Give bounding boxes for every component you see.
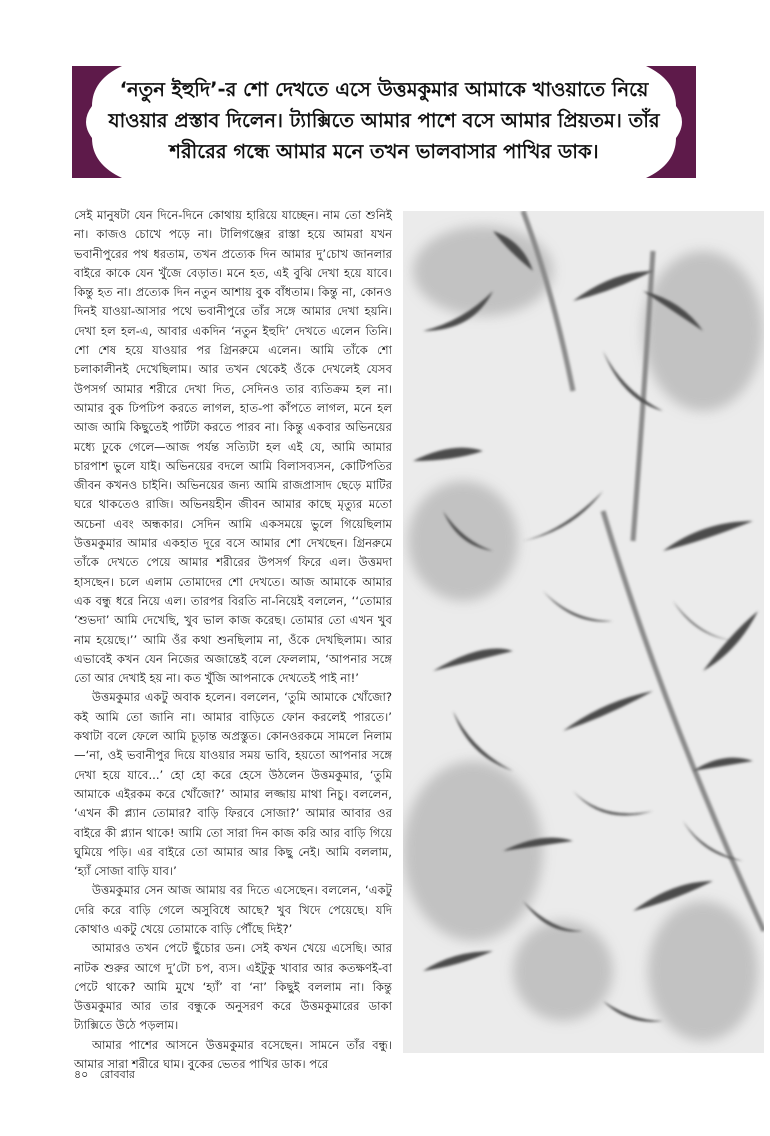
- article-paragraph: উত্তমকুমার সেন আজ আমায় বর দিতে এসেছেন। বললেন, ‘একটু দেরি করে বাড়ি গেলে অসুবিধে আছে? খুব খিদে পেয়েছে। যদি কোথাও একটু খেয়ে তোমাকে বাড়ি পৌঁছে দিই?’: [74, 883, 392, 936]
- page-footer: [74, 1066, 135, 1085]
- magazine-name: রোববার: [99, 1068, 135, 1081]
- article-body: [74, 206, 392, 1074]
- pull-quote-text: ‘নতুন ইহুদি’-র শো দেখতে এসে উত্তমকুমার আমাকে খাওয়াতে নিয়ে যাওয়ার প্রস্তাব দিলেন। ট্যাক্সিতে আমার পাশে বসে আমার প্রিয়তম। তাঁর শরীরের গন্ধে আমার মনে তখন ভালবাসার পাখির ডাক।: [108, 78, 660, 163]
- bamboo-leaves-icon: [403, 211, 764, 1053]
- article-paragraph: আমার পাশের আসনে উত্তমকুমার বসেছেন। সামনে তাঁর বন্ধু। আমার সারা শরীরে ঘাম। বুকের ভেতর পাখির ডাক। পরে: [74, 1037, 392, 1072]
- pull-quote: [72, 66, 696, 178]
- article-paragraph: সেই মানুষটা যেন দিনে-দিনে কোথায় হারিয়ে যাচ্ছেন। নাম তো শুনিই না। কাজও চোখে পড়ে না। টালিগঞ্জের রাস্তা হয়ে আমরা যখন ভবানীপুরের পথ ধরতাম, তখন প্রত্যেক দিন আমার দু’চোখ জানলার বাইরে কাকে যেন খুঁজে বেড়াত। মনে হত, এই বুঝি দেখা হয়ে যাবে। কিন্তু হত না। প্রত্যেক দিন নতুন আশায় বুক বাঁধতাম। কিন্তু না, কোনও দিনই যাওয়া-আসার পথে ভবানীপুরে তাঁর সঙ্গে আমার দেখা হয়নি। দেখা হল হল-এ, আবার একদিন ‘নতুন ইহুদি’ দেখতে এলেন তিনি। শো শেষ হয়ে যাওয়ার পর গ্রিনরুমে এলেন। আমি তাঁকে শো চলাকালীনই দেখেছিলাম। আর তখন থেকেই ওঁকে দেখলেই যেসব উপসর্গ আমার শরীরে দেখা দিত, সেদিনও তার ব্যতিক্রম হল না। আমার বুক ঢিপঢিপ করতে লাগল, হাত-পা কাঁপতে লাগল, মনে হল আজ আমি কিছুতেই পার্টটা করতে পারব না। কিন্তু একবার অভিনয়ের মধ্যে ঢুকে গেলে—আজ পর্যন্ত সত্যিটা হল এই যে, আমি আমার চারপাশ ভুলে যাই। অভিনয়ের বদলে আমি বিলাসব্যসন, কোটিপতির জীবন কখনও চাইনি। অভিনয়ের জন্য আমি রাজপ্রাসাদ ছেড়ে মাটির ঘরে থাকতেও রাজি। অভিনয়হীন জীবন আমার কাছে মৃত্যুর মতো অচেনা এবং অন্ধকার। সেদিন আমি একসময়ে ভুলে গিয়েছিলাম উত্তমকুমার আমার একহাত দূরে বসে আমার শো দেখছেন। গ্রিনরুমে তাঁকে দেখতে পেয়ে আমার শরীরের উপসর্গ ফিরে এল। উত্তমদা হাসছেন। চলে এলাম তোমাদের শো দেখতে। আজ আমাকে আমার এক বন্ধু ধরে নিয়ে এল। তারপর বিরতি না-নিয়েই বললেন, ‘‘তোমার ‘শুভদা’ আমি দেখেছি, খুব ভাল কাজ করেছ। তোমার তো এখন খুব নাম হয়েছে।’’ আমি ওঁর কথা শুনছিলাম না, ওঁকে দেখছিলাম। আর এভাবেই কখন যেন নিজের অজান্তেই বলে ফেললাম, ‘আপনার সঙ্গে তো আর দেখাই হয় না। কত খুঁজি আপনাকে দেখতেই পাই না!’: [74, 208, 392, 686]
- article-paragraph: উত্তমকুমার একটু অবাক হলেন। বললেন, ‘তুমি আমাকে খোঁজো? কই আমি তো জানি না। আমার বাড়িতে ফোন করলেই পারতে।’ কথাটা বলে ফেলে আমি চূড়ান্ত অপ্রস্তুত। কোনওরকমে সামলে নিলাম—‘না, ওই ভবানীপুর দিয়ে যাওয়ার সময় ভাবি, হয়তো আপনার সঙ্গে দেখা হয়ে যাবে...’ হো হো করে হেসে উঠলেন উত্তমকুমার, ‘তুমি আমাকে এইরকম করে খোঁজো?’ আমার লজ্জায় মাথা নিচু। বললেন, ‘এখন কী প্ল্যান তোমার? বাড়ি ফিরবে সোজা?’ আমার আবার ওর বাইরে কী প্ল্যান থাকে! আমি তো সারা দিন কাজ করি আর বাড়ি গিয়ে ঘুমিয়ে পড়ি। এর বাইরে তো আমার আর কিছু নেই। আমি বললাম, ‘হ্যাঁ সোজা বাড়ি যাব।’: [74, 690, 392, 879]
- bamboo-illustration: [403, 211, 764, 1053]
- article-paragraph: আমারও তখন পেটে ছুঁচোর ডন। সেই কখন খেয়ে এসেছি। আর নাটক শুরুর আগে দু’টো চপ, ব্যস। এইটুকু খাবার আর কতক্ষণই-বা পেটে থাকে? আমি মুখে ‘হ্যাঁ’ বা ‘না’ কিছুই বললাম না। কিন্তু উত্তমকুমার আর তার বন্ধুকে অনুসরণ করে উত্তমকুমারের ডাকা ট্যাক্সিতে উঠে পড়লাম।: [74, 941, 392, 1033]
- page-number: ৪০: [74, 1068, 89, 1081]
